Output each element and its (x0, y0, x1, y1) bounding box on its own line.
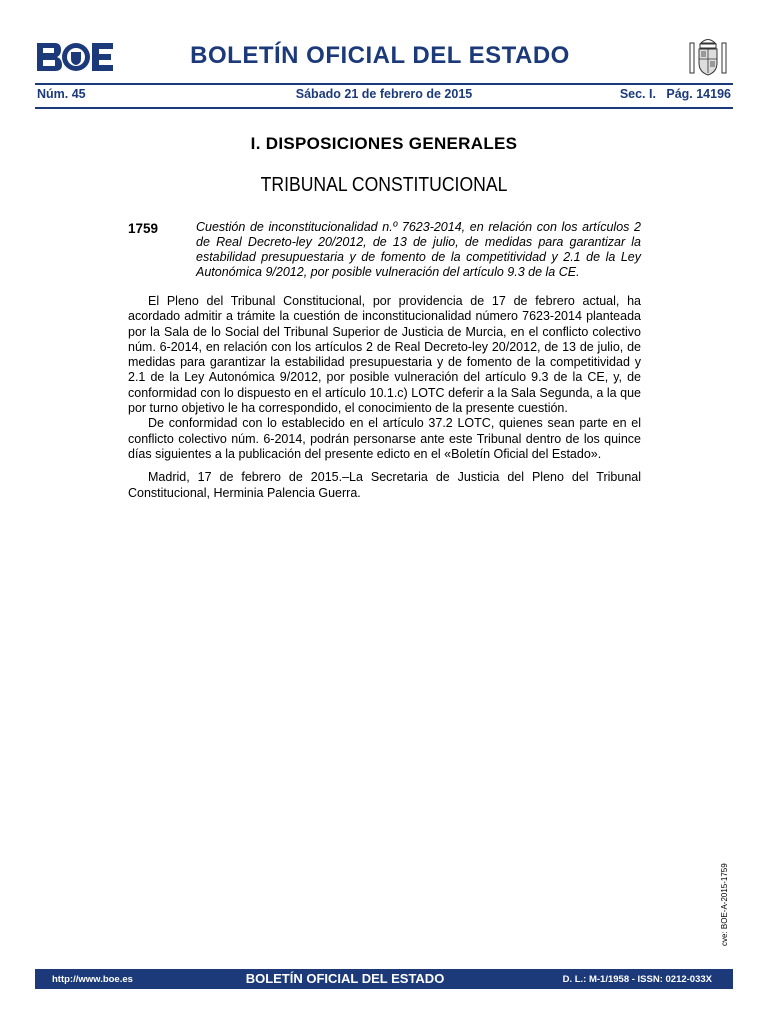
organization-title: TRIBUNAL CONSTITUCIONAL (260, 174, 508, 196)
disposition-summary: Cuestión de inconstitucionalidad n.º 7623-2014, en relación con los artículos 2 de Real Decreto-ley 20/2012, de 13 de julio, de medidas para garantizar la estabilidad presupuestaria y de fomento de la competitividad y 2.1 de la Ley Autonómica 9/2012, por posible vulneración del artículo 9.3 de la CE. (196, 220, 641, 279)
issue-number: Núm. 45 (37, 87, 86, 101)
boe-logo (35, 41, 115, 73)
header-rule-top (35, 83, 733, 85)
issue-info-bar (35, 87, 733, 105)
header-rule-bottom (35, 107, 733, 109)
issue-date: Sábado 21 de febrero de 2015 (295, 87, 473, 101)
body-paragraph: El Pleno del Tribunal Constitucional, por providencia de 17 de febrero actual, ha acordado admitir a trámite la cuestión de inconstitucionalidad número 7623-2014 planteada por la Sala de lo Social del Tribunal Superior de Justicia de Murcia, en el conflicto colectivo núm. 6-2014, en relación con los artículos 2 de Real Decreto-ley 20/2012, de 13 de julio, de medidas para garantizar la estabilidad presupuestaria y de fomento de la competitividad y 2.1 de la Ley Autonómica 9/2012, por posible vulneración del artículo 9.3 de la CE, y, de conformidad con lo dispuesto en el artículo 10.1.c) LOTC deferir a la Sala Segunda, a la que por turno objetivo le ha correspondido, el conocimiento de la presente cuestión. (128, 294, 641, 416)
cve-identifier: cve: BOE-A-2015-1759 (720, 863, 729, 946)
section-page: Sec. I. Pág. 14196 (619, 87, 731, 101)
coat-of-arms-icon (688, 35, 728, 79)
disposition-number: 1759 (128, 221, 159, 236)
footer-url-link[interactable]: http://www.boe.es (52, 974, 133, 985)
document-body (128, 294, 641, 501)
footer-title: BOLETÍN OFICIAL DEL ESTADO (245, 971, 445, 986)
masthead-title: BOLETÍN OFICIAL DEL ESTADO (190, 42, 570, 69)
signature-paragraph: Madrid, 17 de febrero de 2015.–La Secretaria de Justicia del Pleno del Tribunal Constitucional, Herminia Palencia Guerra. (128, 470, 641, 500)
footer-bar (35, 969, 733, 989)
footer-legal-deposit: D. L.: M-1/1958 - ISSN: 0212-033X (562, 974, 712, 985)
section-title: I. DISPOSICIONES GENERALES (250, 134, 518, 153)
body-paragraph: De conformidad con lo establecido en el artículo 37.2 LOTC, quienes sean parte en el conflicto colectivo núm. 6-2014, podrán personarse ante este Tribunal dentro de los quince días siguientes a la publicación del presente edicto en el «Boletín Oficial del Estado». (128, 416, 641, 461)
